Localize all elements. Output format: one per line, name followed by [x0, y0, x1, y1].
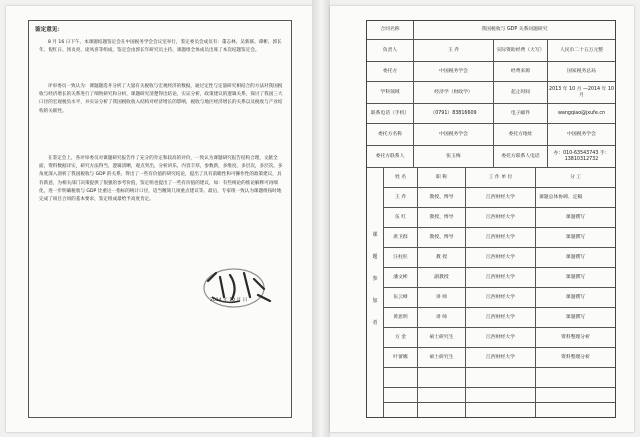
member-title: 教授、博导	[429, 214, 454, 220]
label-client-name: 委托方名称	[378, 131, 402, 137]
appraisal-paragraph-3: 在鉴定会上，各评审委员对课题研究报告作了充分的肯定和较高的评价，一致认为课题研究报告结构合理，文献全面，资料数据详实，研究方法得当，逻辑清晰，观点突出，分析讲乐，内容丰厚，参数新，多维度，多层次，多层次，多角度深入剖析了我国税收与 GDP 的关系，得出了一些有价值的研究结论，提出了具有前瞻性和可操作性的政策建议，具有新意，为相关部门决策提供了很强的参考价值，鉴定组也提出了一些有价值的建议，如：有些统论的推论解释可再细化，进一步明确税收与 GDP 比重这一指标的统计口径，适当精简几项重点建议等。最后，专家组一致认为课题组按时地完成了项目合同的基本要求，鉴定组成最给予高度肯定。	[39, 156, 283, 203]
label-period: 起止时间	[510, 89, 531, 95]
value-funding-source: 国家税务总局	[567, 68, 596, 74]
member-name: 叶蕾娜	[393, 354, 408, 360]
label-funding: 实际资助经费（大写）	[496, 47, 545, 53]
member-unit: 江西财经大学	[486, 194, 515, 200]
left-page	[6, 6, 312, 432]
appraisal-heading: 鉴定意见：	[35, 27, 63, 33]
appraisal-paragraph-2: 评审委员一致认为：课题题选井分析了大量有关税收与宏观经济的数据，通过定性与定量研究相结合的方法对我国税收与经济增长的关系进行了细致研究和分析，课题研究清楚得出结论，实证分析，政策建议的逻辑关系，探讨了我国三大口径的宏观税负水平，并实证分析了我国税收收入结构对经济增长的影响，税收与地区经济增长的关系以及税收与产业结构的关联性。	[39, 84, 283, 114]
value-period: 2013 年 10 月 —2014 年 10 月	[549, 86, 614, 98]
member-title: 讲 师	[435, 294, 448, 300]
member-name: 方 金	[394, 334, 407, 340]
label-leader: 负责人	[382, 47, 398, 53]
book-gutter	[312, 0, 330, 437]
right-page	[330, 6, 634, 432]
value-client-name: 中国税务学会	[439, 131, 468, 137]
member-title: 硕士研究生	[429, 334, 454, 340]
value-client-contact-phone: 办：010-63543743 手：13810312732	[553, 150, 610, 162]
value-email: wangqiao@jxufe.cn	[557, 110, 606, 116]
member-unit: 江西财经大学	[486, 314, 515, 320]
value-funding: 人民币二十五万元整	[559, 47, 604, 53]
value-phone: （0791）83816609	[430, 110, 477, 116]
member-role: 资料整理分析	[561, 354, 590, 360]
member-unit: 江西财经大学	[486, 214, 515, 220]
appraisal-paragraph-1: 8 月 16 日下午，本课题结题鉴定会在中国税务学会会议室举行，鉴定委员会成员有：董志林、吴新联、谭彬、郭长年、倪红日、汤贡亮、庞凤喜等组成，鉴定会由郭长年研究员主持，课题组全体成员出席了本次结题鉴定会。	[39, 40, 282, 54]
member-name: 王 乔	[394, 194, 407, 200]
member-title: 教授、博导	[429, 194, 454, 200]
member-unit: 江西财经大学	[486, 234, 515, 240]
member-title: 副教授	[434, 274, 449, 280]
label-phone: 联系电话（手机）	[370, 110, 410, 116]
header-role: 分 工	[569, 174, 582, 180]
member-title: 硕士研究生	[429, 354, 454, 360]
member-title: 教 授	[435, 254, 448, 260]
member-role: 课题撰写	[565, 274, 586, 280]
label-funding-source: 经费来源	[510, 68, 531, 74]
member-name: 伍云峰	[393, 294, 408, 300]
value-contract-name: 我国税收与 GDP 关系问题研究	[481, 27, 548, 32]
member-role: 课题总体协调、定稿	[539, 194, 583, 200]
member-unit: 江西财经大学	[486, 254, 515, 260]
member-role: 课题撰写	[565, 234, 586, 240]
label-client-contact-phone: 委托方联系人电话	[501, 153, 540, 159]
header-title: 职 称	[435, 174, 448, 180]
member-name: 席卫群	[393, 234, 408, 240]
participants-side-label: 课 题 参 加 者	[372, 232, 378, 326]
header-unit: 工 作 单 位	[488, 174, 513, 180]
value-client-address: 中国税务学会	[567, 131, 596, 137]
member-name: 黄思明	[393, 314, 408, 320]
contract-table	[366, 20, 616, 418]
appraisal-frame	[28, 20, 292, 418]
member-name: 伍 红	[394, 214, 407, 220]
label-contract-name: 合同名称	[380, 27, 400, 32]
header-name: 姓 名	[394, 174, 407, 180]
member-name: 潘文彬	[393, 274, 408, 280]
member-role: 课题撰写	[565, 314, 586, 320]
member-title: 讲 师	[435, 314, 448, 320]
value-client-contact: 张玉梅	[446, 153, 461, 159]
member-unit: 江西财经大学	[486, 274, 515, 280]
label-email: 电子邮件	[510, 110, 531, 116]
label-discipline: 学科领域	[380, 89, 400, 95]
value-leader: 王 乔	[447, 47, 460, 53]
member-unit: 江西财经大学	[486, 334, 515, 340]
member-role: 课题撰写	[565, 294, 586, 300]
label-client-address: 委托方地址	[508, 131, 533, 137]
member-unit: 江西财经大学	[486, 354, 515, 360]
member-role: 课题撰写	[565, 254, 586, 260]
member-role: 资料整理分析	[561, 334, 590, 340]
member-name: 汪柱旺	[393, 254, 408, 260]
appraisal-date: 2014 年 10 月 日	[210, 298, 248, 303]
label-client-contact: 委托方联系人	[375, 153, 405, 159]
value-discipline: 经济学（财政学）	[434, 89, 473, 95]
member-role: 课题撰写	[565, 214, 586, 220]
member-unit: 江西财经大学	[486, 294, 515, 300]
value-client: 中国税务学会	[439, 68, 468, 74]
label-client: 委托方	[382, 68, 398, 74]
member-title: 教授、博导	[429, 234, 454, 240]
